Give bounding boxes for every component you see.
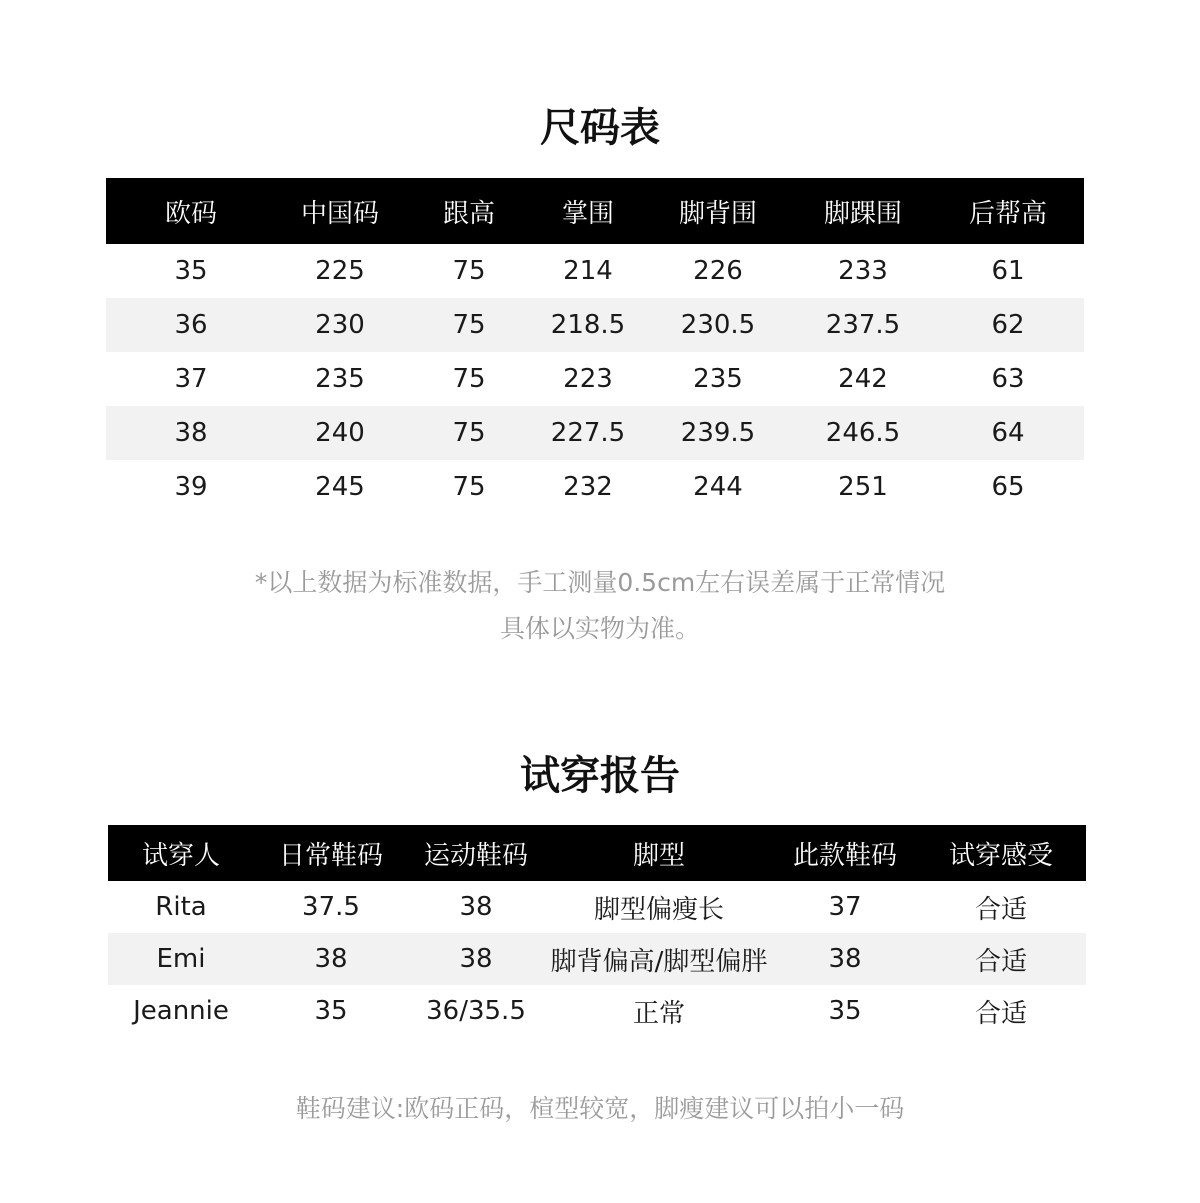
- table-cell: 242: [838, 364, 888, 394]
- fit-header-feel: 试穿感受: [916, 825, 1086, 881]
- table-cell: 37.5: [302, 892, 360, 922]
- table-cell: 227.5: [534, 406, 642, 460]
- table-cell: 75: [452, 364, 486, 394]
- table-cell: 75: [404, 298, 534, 352]
- table-cell: 脚型偏瘦长: [593, 894, 724, 925]
- table-cell: 233: [838, 256, 888, 286]
- table-cell: 38: [106, 406, 276, 460]
- size-header-back-height: 后帮高: [932, 178, 1084, 244]
- table-cell: 226: [693, 256, 743, 286]
- size-chart-note: *以上数据为标准数据，手工测量0.5cm左右误差属于正常情况: [254, 568, 946, 597]
- table-cell: 75: [452, 472, 486, 502]
- table-row: [106, 298, 1084, 352]
- table-cell: 36: [106, 298, 276, 352]
- fit-header-tester: 试穿人: [108, 825, 254, 881]
- size-chart-title: 尺码表: [540, 105, 660, 151]
- table-cell: 218.5: [534, 298, 642, 352]
- table-cell: 35: [828, 996, 862, 1026]
- table-cell: 62: [932, 298, 1084, 352]
- table-cell: 38: [774, 933, 916, 985]
- table-cell: 63: [991, 364, 1025, 394]
- table-cell: 合适: [974, 894, 1027, 925]
- table-cell: 35: [174, 256, 208, 286]
- size-chart-table: [106, 178, 1084, 514]
- table-cell: 65: [991, 472, 1025, 502]
- fit-header-this-shoe-size: 此款鞋码: [774, 825, 916, 881]
- size-advice-note: 鞋码建议:欧码正码，楦型较宽，脚瘦建议可以拍小一码: [295, 1094, 905, 1123]
- table-cell: 251: [838, 472, 888, 502]
- size-header-heel-height: 跟高: [404, 178, 534, 244]
- table-cell: 脚背偏高/脚型偏胖: [544, 933, 774, 985]
- table-row: [106, 460, 1084, 514]
- table-cell: 237.5: [794, 298, 932, 352]
- table-cell: 239.5: [642, 406, 794, 460]
- table-cell: 39: [174, 472, 208, 502]
- table-cell: 37: [828, 892, 862, 922]
- table-row: [108, 985, 1086, 1037]
- table-row: [106, 352, 1084, 406]
- size-header-ball-girth: 掌围: [534, 178, 642, 244]
- table-cell: 245: [315, 472, 365, 502]
- table-cell: Jeannie: [133, 996, 229, 1026]
- table-cell: 38: [459, 892, 493, 922]
- table-cell: 223: [563, 364, 613, 394]
- size-chart-header-row: [106, 178, 1084, 244]
- table-cell: 232: [563, 472, 613, 502]
- table-cell: 38: [408, 933, 544, 985]
- table-cell: 235: [315, 364, 365, 394]
- table-cell: 246.5: [794, 406, 932, 460]
- fit-header-foot-type: 脚型: [544, 825, 774, 881]
- fit-header-daily-size: 日常鞋码: [254, 825, 408, 881]
- table-cell: 正常: [632, 998, 685, 1029]
- size-chart-note-continued: 具体以实物为准。: [499, 614, 700, 643]
- size-header-cn: 中国码: [276, 178, 404, 244]
- table-cell: Rita: [155, 892, 207, 922]
- table-cell: 36/35.5: [426, 996, 526, 1026]
- size-header-eu: 欧码: [106, 178, 276, 244]
- table-cell: 230: [276, 298, 404, 352]
- table-row: [108, 881, 1086, 933]
- size-header-ankle-girth: 脚踝围: [794, 178, 932, 244]
- fit-report-title: 试穿报告: [520, 753, 680, 799]
- table-cell: 235: [693, 364, 743, 394]
- table-cell: 合适: [974, 998, 1027, 1029]
- table-cell: 合适: [916, 933, 1086, 985]
- table-cell: 214: [563, 256, 613, 286]
- table-cell: 38: [254, 933, 408, 985]
- table-row: [106, 244, 1084, 298]
- fit-report-table: [108, 825, 1086, 1037]
- table-cell: 37: [174, 364, 208, 394]
- table-cell: 61: [991, 256, 1025, 286]
- table-cell: 230.5: [642, 298, 794, 352]
- fit-report-header-row: [108, 825, 1086, 881]
- table-cell: 240: [276, 406, 404, 460]
- table-cell: 64: [932, 406, 1084, 460]
- table-cell: 75: [452, 256, 486, 286]
- table-row: [108, 933, 1086, 985]
- size-header-instep-girth: 脚背围: [642, 178, 794, 244]
- table-cell: 225: [315, 256, 365, 286]
- table-row: [106, 406, 1084, 460]
- table-cell: 75: [404, 406, 534, 460]
- fit-header-sneaker-size: 运动鞋码: [408, 825, 544, 881]
- table-cell: 35: [314, 996, 348, 1026]
- table-cell: 244: [693, 472, 743, 502]
- table-cell: Emi: [108, 933, 254, 985]
